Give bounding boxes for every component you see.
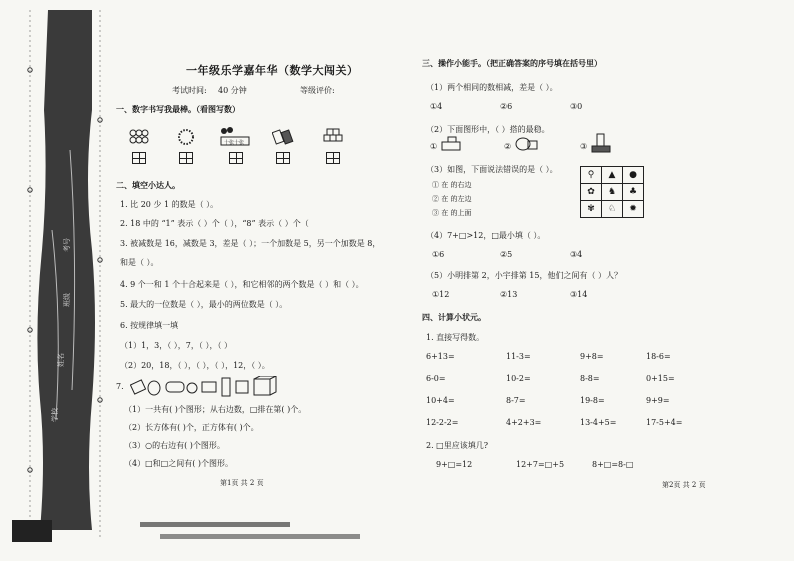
answer-grid[interactable] (132, 152, 146, 164)
option-text: ② 在 的左边 (432, 195, 472, 203)
answer-grid[interactable] (229, 152, 243, 164)
fill-item[interactable]: 9+□=12 (436, 460, 473, 469)
question-text: 1. 比 20 少 1 的数是（ ）。 (120, 200, 219, 209)
ring-beads-icon (174, 128, 198, 146)
section2-heading: 二、填空小达人。 (116, 180, 180, 190)
question-text: （1）一共有( )个图形；从右边数，□排在第( )个。 (124, 405, 307, 414)
question-number: 7. (116, 382, 124, 391)
fill-item[interactable]: 12+7=□+5 (516, 460, 565, 469)
question-text: （3）如图，下面说法错误的是（ ）。 (426, 165, 558, 174)
page-title: 一年级乐学嘉年华（数学大闯关） (186, 64, 359, 77)
blocks-a-icon (440, 136, 466, 152)
calc-item: 8-7= (506, 396, 526, 405)
question-text: 和是（ ）。 (120, 258, 159, 267)
calc-item: 11-3= (506, 352, 531, 361)
option-text: ① 在 的右边 (432, 181, 472, 189)
calc-item: 18-6= (646, 352, 671, 361)
question-text: （2）长方体有( )个，正方体有( )个。 (124, 423, 259, 432)
sticks-icon (272, 128, 294, 146)
question-text: （2）20，18，（ ），（ ），（ ），12，（ ）。 (120, 361, 270, 370)
question-text: 4. 9 个一和 1 个十合起来是（ ），和它相邻的两个数是（ ）和（ ）。 (120, 280, 364, 289)
section4-heading: 四、计算小状元。 (422, 312, 486, 322)
calc-item: 10-2= (506, 374, 531, 383)
fish-icon: ✿ (581, 184, 602, 201)
calc-item: 6+13= (426, 352, 455, 361)
calc-item: 0+15= (646, 374, 675, 383)
beads-icon (128, 128, 150, 146)
answer-grid[interactable] (276, 152, 290, 164)
frog-icon: ✾ (581, 201, 602, 218)
binding-label-name: 姓名 (57, 353, 65, 367)
option-text: ③ (580, 142, 588, 151)
question-text: （5）小明排第 2，小宇排第 15，他们之间有（ ）人？ (426, 271, 622, 280)
option-text: ③4 (570, 250, 583, 259)
page-footer: 第1页 共 2 页 (220, 479, 264, 487)
option-text: ①12 (432, 290, 450, 299)
calc-item: 12-2-2= (426, 418, 459, 427)
option-text: ②13 (500, 290, 518, 299)
calc-item: 8-8= (580, 374, 600, 383)
option-text: ③0 (570, 102, 583, 111)
question-text: 2. 18 中的 “1” 表示（ ）个（ ），“8” 表示（ ）个（ (120, 219, 309, 228)
calc-item: 9+8= (580, 352, 604, 361)
option-text: ②6 (500, 102, 513, 111)
right-page (420, 40, 780, 540)
bird-icon: ▲ (602, 167, 623, 184)
option-text: ① (430, 142, 438, 151)
calc-item: 13-4+5= (580, 418, 617, 427)
sign-board-text: 十张十张 (224, 140, 245, 146)
racket-icon: ⚲ (581, 167, 602, 184)
question-text: （2）下面图形中，（ ）搭的最稳。 (426, 125, 550, 134)
section1-heading: 一、数字书写我最棒。（看图写数） (116, 104, 240, 114)
binding-label-school: 学校 (51, 408, 59, 422)
blocks-c-icon (590, 132, 614, 154)
option-text: ②5 (500, 250, 513, 259)
cubes-icon (322, 126, 344, 146)
blocks-b-icon (514, 136, 540, 152)
question-text: （4）□和□之间有( )个图形。 (124, 459, 233, 468)
time-label: 考试时间: (172, 86, 207, 95)
calc-item: 10+4= (426, 396, 455, 405)
binding-label-id: 考号 (63, 238, 71, 252)
question-text: 6. 按规律填一填 (120, 321, 179, 330)
binding-label-class: 班级 (63, 293, 71, 307)
calc-item: 6-0= (426, 374, 446, 383)
calc-item: 19-8= (580, 396, 605, 405)
answer-grid[interactable] (179, 152, 193, 164)
calc-item: 17-5+4= (646, 418, 683, 427)
redaction-mark (12, 520, 52, 542)
ball-icon: ● (623, 167, 644, 184)
calc-item: 9+9= (646, 396, 670, 405)
option-text: ② (504, 142, 512, 151)
option-text: ①4 (430, 102, 443, 111)
option-text: ③ 在 的上面 (432, 209, 472, 217)
subheading: 1. 直接写得数。 (426, 333, 485, 342)
question-text: （1）1，3，（ ），7，（ ），（ ） (120, 341, 232, 350)
time-value: 40 分钟 (218, 86, 247, 95)
binding-strip (0, 0, 110, 561)
option-text: ①6 (432, 250, 445, 259)
cat-icon: ♞ (602, 184, 623, 201)
hedgehog-icon: ✹ (623, 201, 644, 218)
question-text: 3. 被减数是 16，减数是 3，差是（ ）；一个加数是 5，另一个加数是 8， (120, 239, 381, 248)
grade-label: 等级评价: (300, 86, 335, 95)
page-footer: 第2页 共 2 页 (662, 481, 706, 489)
answer-grid[interactable] (326, 152, 340, 164)
question-text: 5. 最大的一位数是（ ），最小的两位数是（ ）。 (120, 300, 288, 309)
picture-grid (580, 166, 644, 218)
option-text: ③14 (570, 290, 588, 299)
fill-item[interactable]: 8+□=8-□ (592, 460, 634, 469)
subheading: 2. □里应该填几? (426, 441, 489, 450)
section3-heading: 三、操作小能手。（把正确答案的序号填在括号里） (422, 58, 602, 68)
question-text: （1）两个相同的数相减，差是（ ）。 (426, 83, 558, 92)
question-text: （3）○的右边有( )个图形。 (124, 441, 225, 450)
left-page (112, 40, 412, 540)
shapes-row-icon (130, 376, 290, 398)
question-text: （4）7+□>12，□最小填（ ）。 (426, 231, 546, 240)
calc-item: 4+2+3= (506, 418, 542, 427)
dog-icon: ♘ (602, 201, 623, 218)
bear-icon: ♣ (623, 184, 644, 201)
